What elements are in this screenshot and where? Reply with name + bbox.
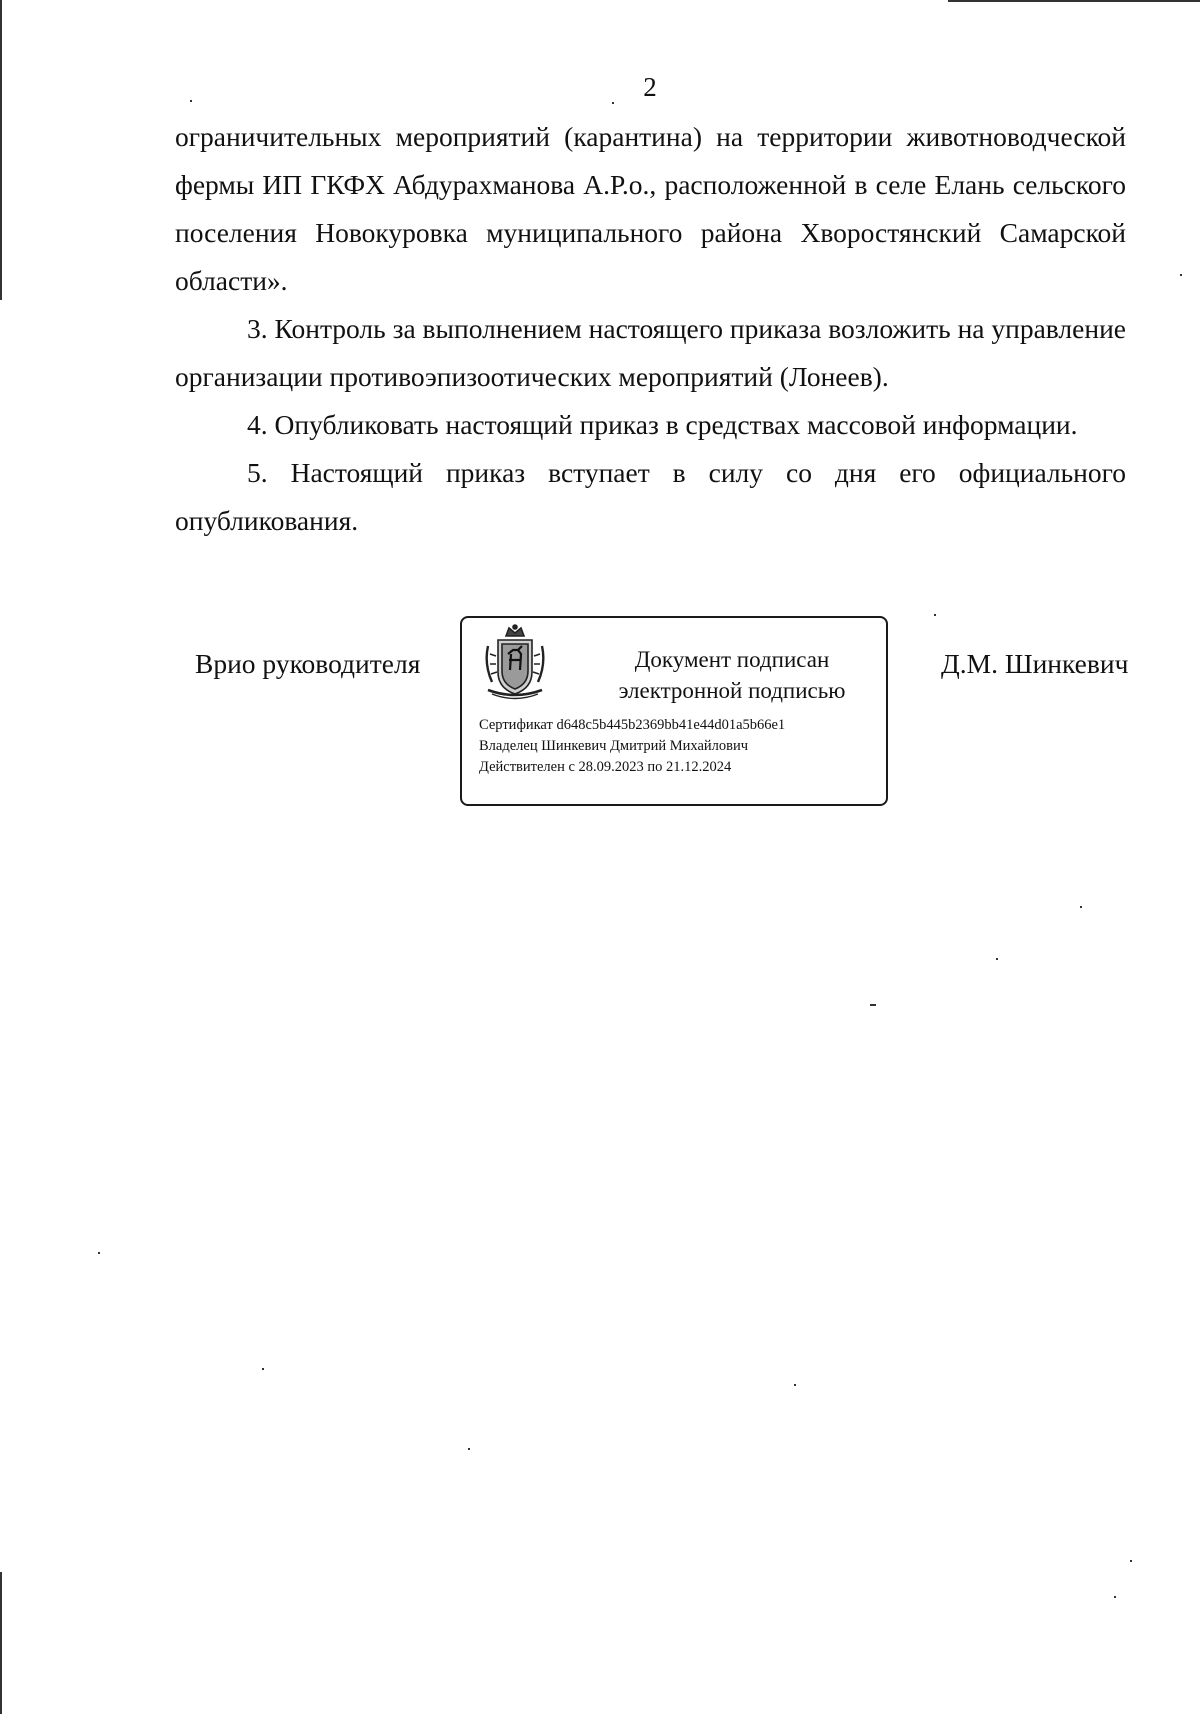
certificate-number: Сертификат d648c5b445b2369bb41e44d01a5b66e1 [479,717,786,733]
certificate-owner: Владелец Шинкевич Дмитрий Михайлович [479,738,749,754]
scan-speck [794,1384,796,1386]
paragraph-item-5: 5. Настоящий приказ вступает в силу со дня его официального опубликования. [175,457,1126,536]
scan-edge-line-left-bottom [0,1572,2,1714]
coat-of-arms-icon [480,624,550,702]
signature-details [479,715,785,778]
scan-speck [612,102,614,104]
scan-speck [870,1004,876,1006]
signature-heading-line2: электронной подписью [618,678,846,703]
scan-speck [1130,1560,1132,1562]
scan-speck [996,958,998,960]
electronic-signature-stamp [460,616,888,806]
scan-speck [98,1252,100,1254]
signature-heading [592,644,872,706]
signer-position: Врио руководителя [195,648,421,679]
scan-edge-line-top [948,0,1200,2]
signature-heading-line1: Документ подписан [634,647,830,672]
paragraph-item-3: 3. Контроль за выполнением настоящего приказа возложить на управление организации противоэпизоотических мероприятий (Лонеев). [175,313,1126,392]
scan-speck [1114,1596,1116,1598]
page-number: 2 [643,72,657,102]
scan-speck [1080,906,1082,908]
scan-speck [468,1448,470,1450]
certificate-validity: Действителен с 28.09.2023 по 21.12.2024 [479,759,732,775]
scan-speck [934,614,936,616]
signer-name: Д.М. Шинкевич [941,648,1129,679]
scan-speck [190,100,192,102]
scan-speck [262,1368,264,1370]
scan-edge-line-left-top [0,0,2,300]
document-body [175,113,1126,545]
paragraph-item-4: 4. Опубликовать настоящий приказ в средствах массовой информации. [247,409,1078,440]
paragraph-continuation: ограничительных мероприятий (карантина) на территории животноводческой фермы ИП ГКФХ Абдурахманова А.Р.о., расположенной в селе Елань сельского поселения Новокуровка муниципального района Хворостянский Самарской области». [175,121,1126,296]
scan-speck [1180,274,1182,276]
